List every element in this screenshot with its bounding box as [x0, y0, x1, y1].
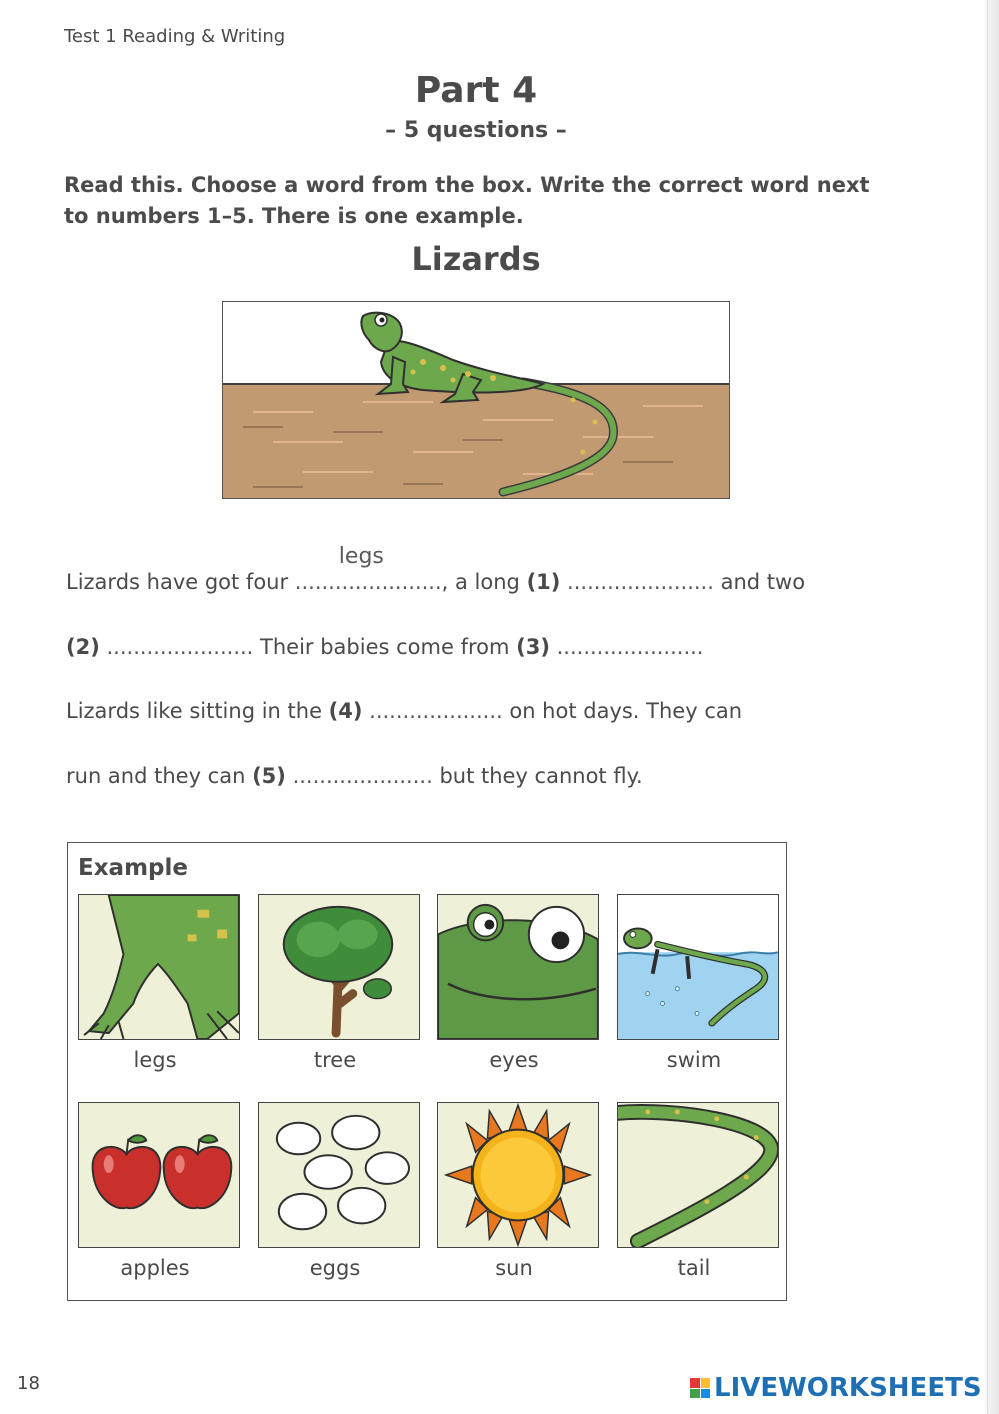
question-number-4: (4): [328, 699, 363, 723]
liveworksheets-logo[interactable]: [690, 1373, 982, 1403]
story-line-2: [66, 635, 703, 659]
question-number-2: (2): [66, 635, 100, 659]
tree-icon: [258, 894, 420, 1040]
word-label-eyes: eyes: [489, 1048, 539, 1072]
word-label-tail: tail: [677, 1256, 711, 1280]
page-edge-shadow: [983, 0, 999, 1414]
frog-eyes-icon: [437, 894, 599, 1040]
answer-blank-2[interactable]: ......................: [99, 635, 261, 659]
story-text: but they cannot fly.: [439, 764, 643, 788]
test-header: Test 1 Reading & Writing: [64, 26, 286, 47]
eggs-icon: [258, 1102, 420, 1248]
story-line-4: [66, 764, 643, 788]
liveworksheets-icon: [690, 1378, 710, 1398]
apples-icon: [78, 1102, 240, 1248]
word-label-swim: swim: [666, 1048, 722, 1072]
lizard-scene-image: [222, 301, 730, 499]
word-label-legs: legs: [133, 1048, 177, 1072]
answer-blank-5[interactable]: .....................: [285, 764, 440, 788]
word-label-eggs: eggs: [309, 1256, 361, 1280]
word-box-title: Example: [78, 855, 188, 881]
lizard-legs-icon: [78, 894, 240, 1040]
story-text: Their babies come from: [260, 635, 517, 659]
question-number-3: (3): [516, 635, 550, 659]
story-text: run and they can: [66, 764, 253, 788]
word-label-sun: sun: [495, 1256, 533, 1280]
example-dots: ......................: [294, 570, 442, 594]
story-line-3: [66, 699, 742, 723]
story-title: Lizards: [411, 240, 541, 278]
word-label-tree: tree: [313, 1048, 357, 1072]
question-number-5: (5): [252, 764, 286, 788]
swimming-lizard-icon: [617, 894, 779, 1040]
answer-blank-4[interactable]: ....................: [362, 699, 510, 723]
story-text: Lizards have got four: [66, 570, 295, 594]
part-title: Part 4: [414, 70, 538, 111]
answer-blank-1[interactable]: ......................: [560, 570, 714, 594]
example-answer: legs: [338, 544, 384, 569]
word-label-apples: apples: [120, 1256, 190, 1280]
lizard-tail-icon: [617, 1102, 779, 1248]
brand-name: LIVEWORKSHEETS: [714, 1373, 982, 1403]
story-text: and two: [713, 570, 806, 594]
story-text: on hot days. They can: [509, 699, 743, 723]
sun-icon: [437, 1102, 599, 1248]
story-line-1: [66, 544, 806, 594]
part-subtitle: – 5 questions –: [385, 118, 567, 143]
story-text: , a long: [441, 570, 527, 594]
example-blank: [294, 544, 442, 594]
story-text: Lizards like sitting in the: [66, 699, 329, 723]
answer-blank-3[interactable]: ......................: [549, 635, 704, 659]
instructions: Read this. Choose a word from the box. Write the correct word next to numbers 1–5. There is one example.: [64, 173, 870, 228]
page-number: 18: [17, 1373, 40, 1394]
question-number-1: (1): [526, 570, 561, 594]
